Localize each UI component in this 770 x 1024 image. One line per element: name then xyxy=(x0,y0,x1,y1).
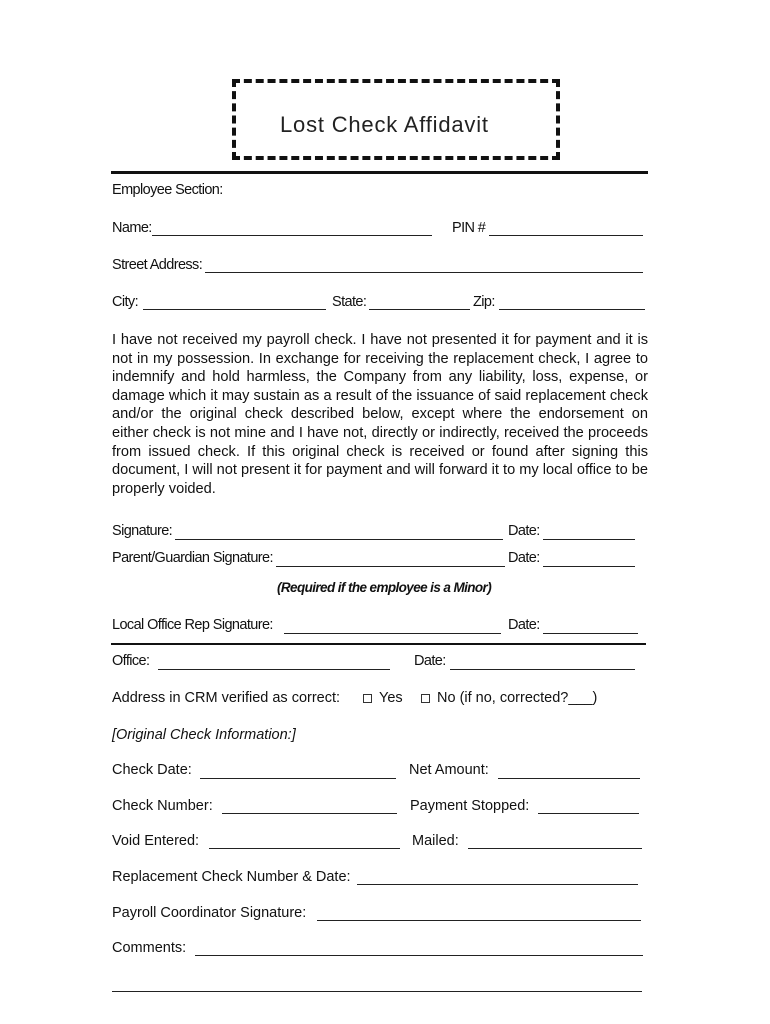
void-entered-field[interactable] xyxy=(209,848,400,849)
net-amount-label: Net Amount: xyxy=(409,762,489,778)
office-date-label: Date: xyxy=(414,653,446,669)
check-date-label: Check Date: xyxy=(112,762,192,778)
section-divider-office xyxy=(111,643,646,645)
office-date-field[interactable] xyxy=(450,669,635,670)
check-date-field[interactable] xyxy=(200,778,396,779)
statement-paragraph: I have not received my payroll check. I have not presented it for payment and it is not in my possession. In exchange for receiving the replacement check, I agree to indemnify and hold harmless, the Company from any liability, loss, expense, or damage which it may sustain as a result of the issuance of said replacement check and/or the original check described below, except where the endorsement on either check is not mine and I have not, directly or indirectly, received the proceeds from issued check. If this original check is received or found after signing this document, I will not present it for payment and will forward it to my local office to be properly voided. xyxy=(112,332,648,497)
zip-field[interactable] xyxy=(499,309,645,310)
mailed-label: Mailed: xyxy=(412,833,459,849)
local-office-rep-signature-field[interactable] xyxy=(284,633,501,634)
zip-label: Zip: xyxy=(473,294,495,310)
pin-field[interactable] xyxy=(489,235,643,236)
no-label: No (if no, corrected?___) xyxy=(437,690,598,706)
state-field[interactable] xyxy=(369,309,470,310)
net-amount-field[interactable] xyxy=(498,778,640,779)
replacement-check-label: Replacement Check Number & Date: xyxy=(112,869,351,885)
comments-label: Comments: xyxy=(112,940,187,956)
employee-section-heading: Employee Section: xyxy=(112,182,223,198)
signature-date-field[interactable] xyxy=(543,539,635,540)
local-office-rep-signature-label: Local Office Rep Signature: xyxy=(112,617,273,633)
yes-label: Yes xyxy=(379,690,403,706)
comments-field-line-2[interactable] xyxy=(112,991,642,992)
guardian-date-label: Date: xyxy=(508,550,540,566)
replacement-check-field[interactable] xyxy=(357,884,638,885)
signature-field[interactable] xyxy=(175,539,503,540)
street-address-field[interactable] xyxy=(205,272,643,273)
signature-date-label: Date: xyxy=(508,523,540,539)
rep-date-label: Date: xyxy=(508,617,540,633)
void-entered-label: Void Entered: xyxy=(112,833,200,849)
yes-checkbox[interactable] xyxy=(363,694,372,703)
pin-label: PIN # xyxy=(452,220,486,236)
comments-field[interactable] xyxy=(195,955,643,956)
no-checkbox[interactable] xyxy=(421,694,430,703)
payroll-coordinator-signature-field[interactable] xyxy=(317,920,641,921)
document-title: Lost Check Affidavit xyxy=(280,112,489,137)
minor-requirement-note: (Required if the employee is a Minor) xyxy=(277,580,492,595)
payroll-coordinator-signature-label: Payroll Coordinator Signature: xyxy=(112,905,307,921)
check-number-field[interactable] xyxy=(222,813,397,814)
payment-stopped-label: Payment Stopped: xyxy=(410,798,530,814)
guardian-date-field[interactable] xyxy=(543,566,635,567)
name-label: Name: xyxy=(112,220,152,236)
guardian-signature-label: Parent/Guardian Signature: xyxy=(112,550,273,566)
signature-label: Signature: xyxy=(112,523,173,539)
office-field[interactable] xyxy=(158,669,390,670)
name-field[interactable] xyxy=(152,235,432,236)
city-label: City: xyxy=(112,294,139,310)
crm-verified-label: Address in CRM verified as correct: xyxy=(112,690,341,706)
check-number-label: Check Number: xyxy=(112,798,213,814)
original-check-heading: [Original Check Information:] xyxy=(112,727,296,743)
payment-stopped-field[interactable] xyxy=(538,813,639,814)
city-field[interactable] xyxy=(143,309,326,310)
guardian-signature-field[interactable] xyxy=(276,566,505,567)
office-label: Office: xyxy=(112,653,150,669)
section-divider-top xyxy=(111,171,648,174)
rep-date-field[interactable] xyxy=(543,633,638,634)
mailed-field[interactable] xyxy=(468,848,642,849)
state-label: State: xyxy=(332,294,367,310)
street-address-label: Street Address: xyxy=(112,257,203,273)
